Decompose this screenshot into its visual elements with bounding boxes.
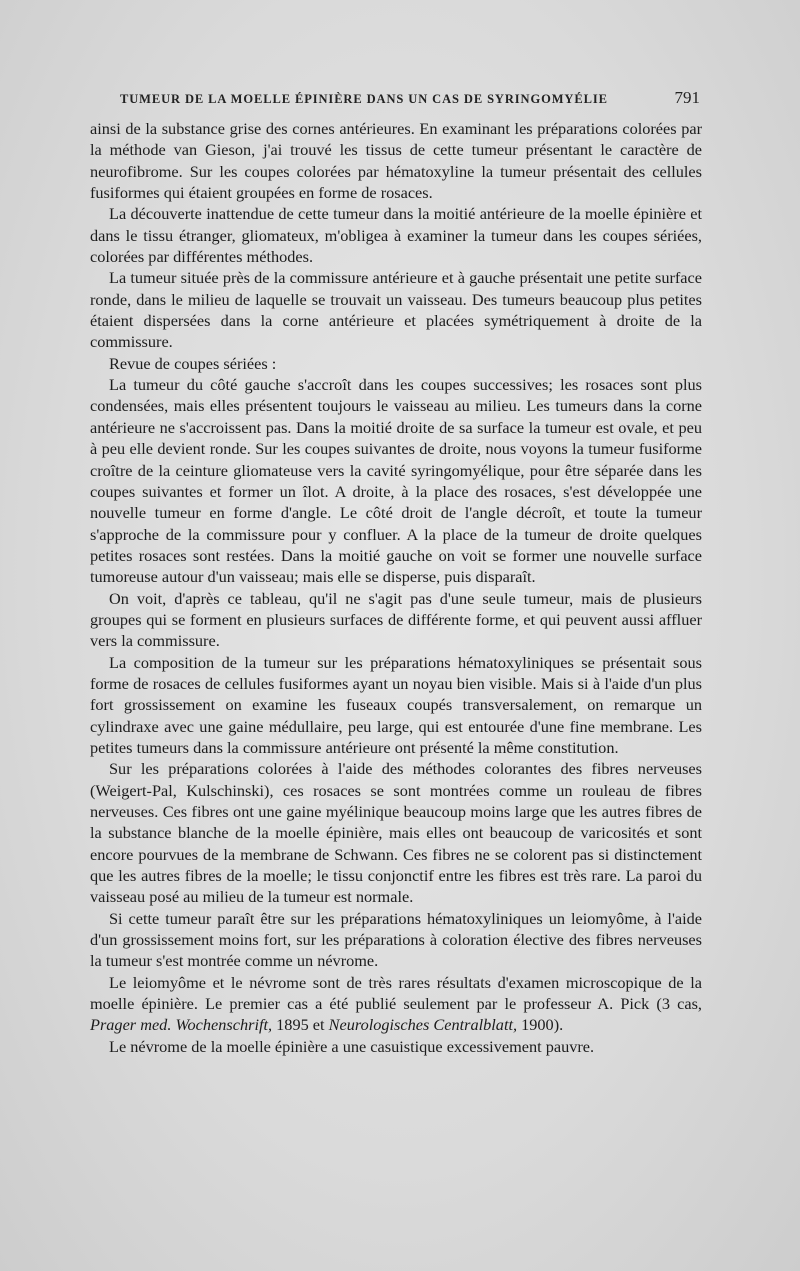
journal-title: Prager med. Wochenschrift,: [90, 1015, 273, 1035]
body-text: [90, 118, 702, 1057]
paragraph: La découverte inattendue de cette tumeur dans la moitié antérieure de la moelle épinière et dans le tissu étranger, gliomateux, m'obligea à examiner la tumeur dans les coupes sériées, colorées par différentes méthodes.: [90, 204, 702, 267]
paragraph: ainsi de la substance grise des cornes antérieures. En examinant les préparations colorées par la méthode van Gieson, j'ai trouvé les tissus de cette tumeur présentant le caractère de neurofibrome. Sur les coupes colorées par hématoxyline la tumeur présentait des cellules fusiformes qui étaient groupées en forme de rosaces.: [90, 119, 702, 203]
running-header: [120, 88, 700, 108]
paragraph: La tumeur du côté gauche s'accroît dans les coupes successives; les rosaces sont plus condensées, mais elles présentent toujours le vaisseau au milieu. Les tumeurs dans la corne antérieure ne s'accroissent pas. Dans la moitié droite de sa surface la tumeur est ovale, et peu à peu elle devient ronde. Sur les coupes suivantes de droite, nous voyons la tumeur fusiforme croître de la ceinture gliomateuse vers la cavité syringomyélique, pour être séparée dans les coupes suivantes et former un îlot. A droite, à la place des rosaces, s'est développée une nouvelle tumeur en forme d'angle. Le côté droit de l'angle décroît, et toute la tumeur s'approche de la commissure pour y confluer. A la place de la tumeur de droite quelques petites rosaces sont restées. Dans la moitié gauche on voit se former une nouvelle surface tumoreuse autour d'un vaisseau; mais elle se disperse, puis disparaît.: [90, 375, 702, 587]
paragraph: Revue de coupes sériées :: [109, 353, 277, 373]
citation-text: Le leiomyôme et le névrome sont de très rares résultats d'examen microscopique de la moelle épinière. Le premier cas a été publié seulement par le professeur A. Pick (3 cas,: [90, 972, 702, 1014]
page-number: 791: [674, 88, 700, 107]
journal-title: Neurologisches Centralblatt,: [328, 1015, 518, 1035]
citation-text: 1895 et: [272, 1015, 329, 1035]
paragraph: Si cette tumeur paraît être sur les préparations hématoxyliniques un leiomyôme, à l'aide d'un grossissement moins fort, sur les préparations à coloration élective des fibres nerveuses la tumeur s'est montrée comme un névrome.: [90, 908, 702, 971]
paragraph: La tumeur située près de la commissure antérieure et à gauche présentait une petite surface ronde, dans le milieu de laquelle se trouvait un vaisseau. Des tumeurs beaucoup plus petites étaient dispersées dans la corne antérieure et placées symétriquement à droite de la commissure.: [90, 268, 702, 352]
running-title: TUMEUR DE LA MOELLE ÉPINIÈRE DANS UN CAS DE SYRINGOMYÉLIE: [120, 92, 608, 106]
paragraph: Le névrome de la moelle épinière a une casuistique excessivement pauvre.: [109, 1036, 595, 1056]
paragraph-citation: [90, 972, 702, 1036]
citation-text: 1900).: [517, 1015, 564, 1035]
paragraph: Sur les préparations colorées à l'aide des méthodes colorantes des fibres nerveuses (Weigert-Pal, Kulschinski), ces rosaces se sont montrées comme un rouleau de fibres nerveuses. Ces fibres ont une gaine myélinique beaucoup moins large que les autres fibres de la substance blanche de la moelle épinière, mais elles ont beaucoup de varicosités et sont encore pourvues de la membrane de Schwann. Ces fibres ne se colorent pas si distinctement que les autres fibres de la moelle; le tissu conjonctif entre les fibres est très rare. La paroi du vaisseau posé au milieu de la tumeur est normale.: [90, 759, 702, 907]
paragraph: La composition de la tumeur sur les préparations hématoxyliniques se présentait sous forme de rosaces de cellules fusiformes ayant un noyau bien visible. Mais si à l'aide d'un plus fort grossissement on examine les fuseaux coupés transversalement, on remarque un cylindraxe avec une gaine médullaire, peu large, qui est entourée d'une fine membrane. Les petites tumeurs dans la commissure antérieure ont présenté la même constitution.: [90, 652, 702, 757]
paragraph: On voit, d'après ce tableau, qu'il ne s'agit pas d'une seule tumeur, mais de plusieurs groupes qui se forment en plusieurs surfaces de différente forme, et qui peuvent aussi affluer vers la commissure.: [90, 588, 702, 651]
